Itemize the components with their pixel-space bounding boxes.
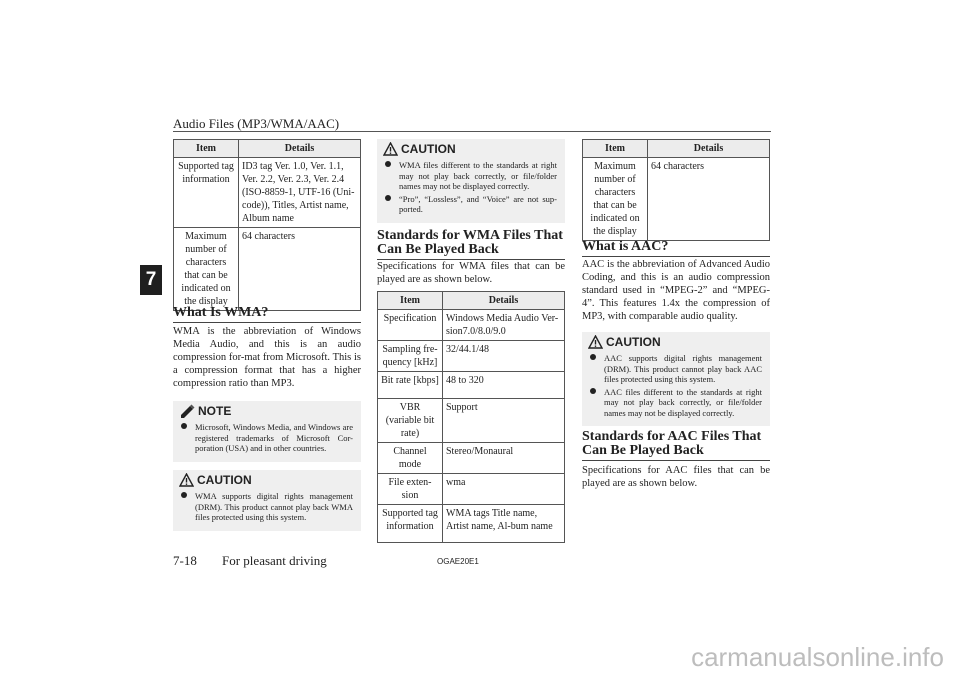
aac-description: AAC is the abbreviation of Advanced Audio Coding, and this is an audio compression standard used in “MPEG-2” and “MPEG-4”. This features 1.4x the compression of MP3, with comparable audio quality. — [582, 259, 770, 322]
footer-section-title: For pleasant driving — [222, 553, 327, 568]
table-cell-item: Supported tag information — [378, 505, 443, 543]
bullet-icon — [590, 388, 596, 394]
table-cell-item: Sampling fre-quency [kHz] — [378, 341, 443, 372]
bullet-icon — [385, 161, 391, 167]
document-code: OGAE20E1 — [437, 557, 479, 566]
note-box — [173, 401, 361, 462]
column-header-details: Details — [239, 140, 361, 158]
table-cell-details: Support — [443, 399, 565, 443]
bullet-icon — [181, 492, 187, 498]
section-heading-aac-standards: Standards for AAC Files That Can Be Played Back — [582, 430, 770, 461]
tag-info-table — [173, 139, 361, 311]
column-header-item: Item — [583, 140, 648, 158]
table-cell-item: Channel mode — [378, 443, 443, 474]
warning-triangle-icon — [383, 142, 398, 156]
page-number: 7-18 — [173, 553, 197, 568]
note-title: NOTE — [198, 403, 232, 418]
caution-title: CAUTION — [606, 334, 661, 349]
wma-standards-intro: Specifications for WMA files that can be played are as shown below. — [377, 261, 565, 285]
table-row — [378, 372, 565, 399]
table-cell-details: 64 characters — [239, 228, 361, 311]
table-cell-details: Stereo/Monaural — [443, 443, 565, 474]
table-row — [378, 505, 565, 543]
table-cell-details: 48 to 320 — [443, 372, 565, 399]
table-cell-details: 32/44.1/48 — [443, 341, 565, 372]
aac-standards-intro: Specifications for AAC files that can be played are as shown below. — [582, 465, 770, 489]
table-row — [378, 341, 565, 372]
list-item: Microsoft, Windows Media, and Windows are registered trademarks of Microsoft Cor-poration (USA) and in other countries. — [181, 422, 353, 454]
table-cell-item: Maximum number of characters that can be indicated on the display — [174, 228, 239, 311]
list-item: AAC files different to the standards at right may not play back correctly, or file/folder names may not be displayed correctly. — [590, 387, 762, 419]
aac-tag-table — [582, 139, 770, 241]
column-header-details: Details — [648, 140, 770, 158]
table-cell-item: Maximum number of characters that can be indicated on the display — [583, 158, 648, 241]
bullet-icon — [385, 195, 391, 201]
table-row — [174, 158, 361, 228]
list-item: AAC supports digital rights management (DRM). This product cannot play back AAC files protected using this system. — [590, 353, 762, 385]
section-heading-wma-standards: Standards for WMA Files That Can Be Played Back — [377, 229, 565, 260]
caution-box-aac — [582, 332, 770, 426]
column-header-item: Item — [174, 140, 239, 158]
table-cell-item: VBR (variable bit rate) — [378, 399, 443, 443]
wma-description: WMA is the abbreviation of Windows Media Audio, and this is an audio compression for-mat from Microsoft. This is a compression format that has a higher compression ratio than MP3. — [173, 326, 361, 389]
section-heading-wma: What Is WMA? — [173, 306, 361, 323]
table-cell-item: Supported tag information — [174, 158, 239, 228]
table-row — [378, 399, 565, 443]
table-cell-item: Specification — [378, 310, 443, 341]
chapter-tab: 7 — [140, 265, 162, 295]
table-row — [378, 310, 565, 341]
warning-triangle-icon — [588, 335, 603, 349]
bullet-icon — [181, 423, 187, 429]
table-row — [378, 474, 565, 505]
running-header: Audio Files (MP3/WMA/AAC) — [173, 116, 340, 131]
section-heading-aac: What is AAC? — [582, 240, 770, 257]
table-cell-item: File exten-sion — [378, 474, 443, 505]
column-header-details: Details — [443, 292, 565, 310]
caution-header — [377, 139, 565, 158]
wma-spec-table — [377, 291, 565, 543]
caution-header — [173, 470, 361, 489]
table-cell-details: ID3 tag Ver. 1.0, Ver. 1.1, Ver. 2.2, Ver. 2.3, Ver. 2.4 (ISO-8859-1, UTF-16 (Uni-code)), Titles, Artist name, Album name — [239, 158, 361, 228]
note-header — [173, 401, 361, 420]
table-cell-details: wma — [443, 474, 565, 505]
list-item: “Pro”, “Lossless”, and “Voice” are not sup-ported. — [385, 194, 557, 215]
table-cell-details: WMA tags Title name, Artist name, Al-bum name — [443, 505, 565, 543]
table-row — [174, 228, 361, 311]
bullet-icon — [590, 354, 596, 360]
caution-header — [582, 332, 770, 351]
caution-box-wma-standards — [377, 139, 565, 223]
list-item: WMA files different to the standards at right may not play back correctly, or file/folder names may not be displayed correctly. — [385, 160, 557, 192]
header-rule — [173, 131, 771, 132]
caution-title: CAUTION — [401, 141, 456, 156]
caution-title: CAUTION — [197, 472, 252, 487]
column-header-item: Item — [378, 292, 443, 310]
table-row — [583, 158, 770, 241]
table-cell-details: 64 characters — [648, 158, 770, 241]
table-cell-item: Bit rate [kbps] — [378, 372, 443, 399]
note-icon — [179, 404, 195, 418]
list-item: WMA supports digital rights management (DRM). This product cannot play back WMA files protected using this system. — [181, 491, 353, 523]
table-row — [378, 443, 565, 474]
warning-triangle-icon — [179, 473, 194, 487]
caution-box-wma-drm — [173, 470, 361, 531]
table-cell-details: Windows Media Audio Ver-sion7.0/8.0/9.0 — [443, 310, 565, 341]
watermark: carmanualsonline.info — [691, 642, 944, 672]
